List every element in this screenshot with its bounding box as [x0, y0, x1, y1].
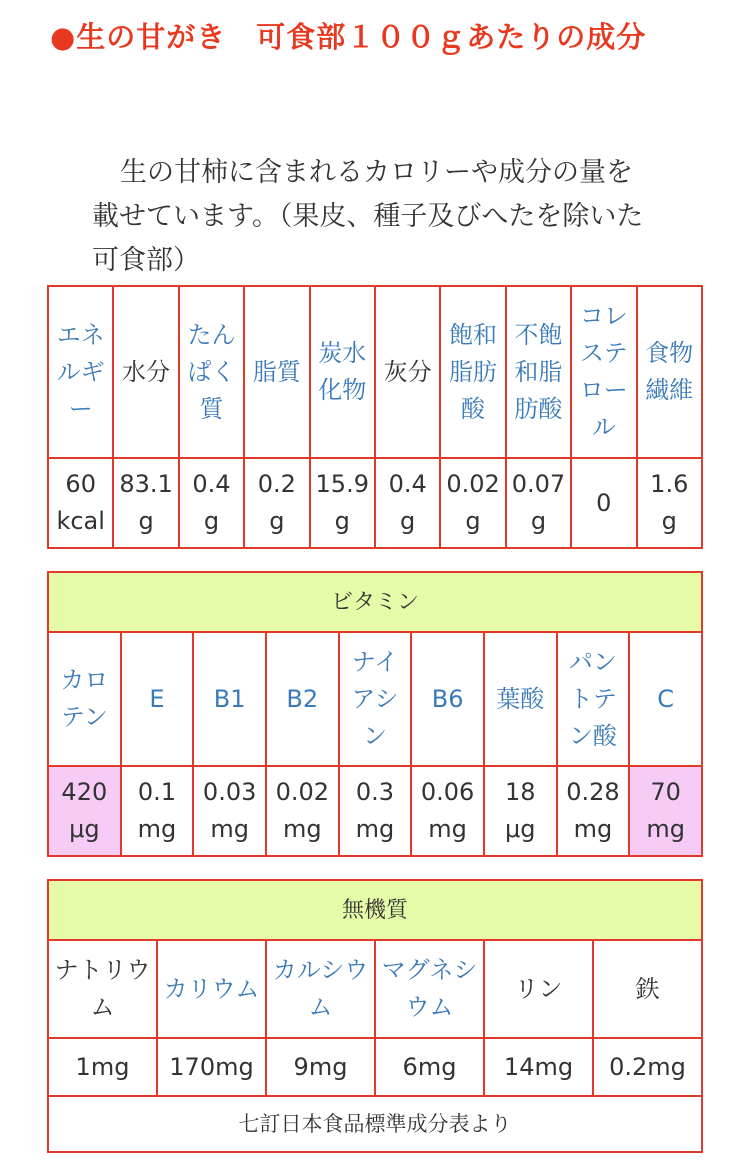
nutrient-value-cell: 83.1 g	[113, 458, 178, 548]
vitamin-value-cell: 0.03 mg	[193, 766, 266, 856]
nutrient-value-cell: 0.07 g	[506, 458, 571, 548]
vitamin-value-cell: 18 μg	[484, 766, 557, 856]
nutrient-value-cell: 60 kcal	[48, 458, 113, 548]
vitamin-header-cell[interactable]: B1	[193, 632, 266, 766]
source-note: 七訂日本食品標準成分表より	[48, 1096, 702, 1152]
mineral-value-cell: 170mg	[157, 1038, 266, 1096]
mineral-value-cell: 1mg	[48, 1038, 157, 1096]
mineral-table	[47, 879, 703, 1153]
mineral-header-cell: ナトリウム	[48, 940, 157, 1038]
nutrient-header-cell[interactable]: 炭水化物	[310, 286, 375, 458]
vitamin-value-cell: 0.1 mg	[121, 766, 194, 856]
nutrient-header-cell: 灰分	[375, 286, 440, 458]
nutrient-header-cell[interactable]: コレステロール	[571, 286, 636, 458]
nutrient-value-cell: 0.4 g	[375, 458, 440, 548]
vitamin-header-cell[interactable]: ナイアシン	[339, 632, 412, 766]
nutrient-header-cell[interactable]: 飽和脂肪酸	[440, 286, 505, 458]
nutrient-value-cell: 0.02 g	[440, 458, 505, 548]
vitamin-header-cell[interactable]: E	[121, 632, 194, 766]
mineral-value-cell: 14mg	[484, 1038, 593, 1096]
nutrient-value-cell: 0	[571, 458, 636, 548]
mineral-header-cell[interactable]: カリウム	[157, 940, 266, 1038]
nutrient-header-cell[interactable]: 脂質	[244, 286, 309, 458]
mineral-header-cell: リン	[484, 940, 593, 1038]
page-heading: ●生の甘がき 可食部１００ｇあたりの成分	[50, 20, 647, 54]
vitamin-header-cell[interactable]: カロテン	[48, 632, 121, 766]
nutrient-value-cell: 1.6 g	[637, 458, 702, 548]
nutrient-value-cell: 15.9 g	[310, 458, 375, 548]
nutrient-header-cell: 水分	[113, 286, 178, 458]
nutrient-header-cell[interactable]: 不飽和脂肪酸	[506, 286, 571, 458]
mineral-table-title: 無機質	[48, 880, 702, 940]
vitamin-value-cell: 0.3 mg	[339, 766, 412, 856]
vitamin-table	[47, 571, 703, 857]
mineral-header-cell: 鉄	[593, 940, 702, 1038]
vitamin-value-cell: 420 μg	[48, 766, 121, 856]
nutrient-header-cell[interactable]: たんぱく質	[179, 286, 244, 458]
nutrient-value-cell: 0.2 g	[244, 458, 309, 548]
mineral-header-cell[interactable]: マグネシウム	[375, 940, 484, 1038]
vitamin-value-cell: 0.06 mg	[411, 766, 484, 856]
mineral-header-cell[interactable]: カルシウム	[266, 940, 375, 1038]
vitamin-header-cell[interactable]: 葉酸	[484, 632, 557, 766]
vitamin-header-cell[interactable]: B2	[266, 632, 339, 766]
vitamin-value-cell: 0.02 mg	[266, 766, 339, 856]
vitamin-header-cell[interactable]: パントテン酸	[557, 632, 630, 766]
nutrition-main-table	[47, 285, 703, 549]
nutrient-header-cell[interactable]: 食物繊維	[637, 286, 702, 458]
mineral-value-cell: 9mg	[266, 1038, 375, 1096]
vitamin-header-cell[interactable]: C	[629, 632, 702, 766]
mineral-value-cell: 6mg	[375, 1038, 484, 1096]
nutrient-value-cell: 0.4 g	[179, 458, 244, 548]
vitamin-header-cell[interactable]: B6	[411, 632, 484, 766]
mineral-value-cell: 0.2mg	[593, 1038, 702, 1096]
intro-text: 生の甘柿に含まれるカロリーや成分の量を載せています。（果皮、種子及びへたを除いた可食部）	[92, 157, 644, 276]
vitamin-value-cell: 0.28 mg	[557, 766, 630, 856]
vitamin-value-cell: 70 mg	[629, 766, 702, 856]
vitamin-table-title: ビタミン	[48, 572, 702, 632]
nutrient-header-cell[interactable]: エネルギー	[48, 286, 113, 458]
